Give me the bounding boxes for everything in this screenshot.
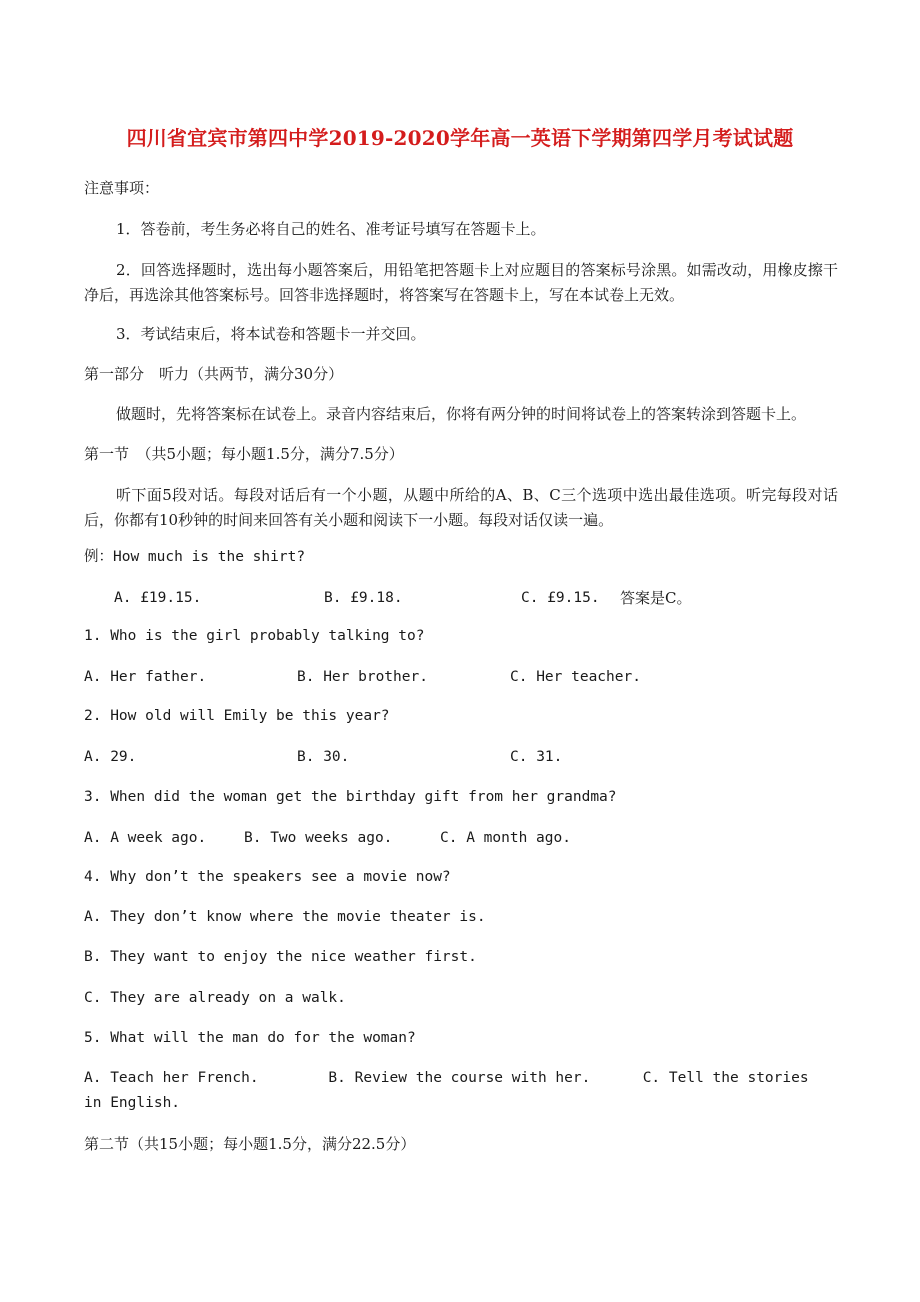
question-3-options: [84, 826, 844, 850]
question-2: 2. How old will Emily be this year?: [84, 708, 390, 724]
q3-option-a: A. A week ago.: [84, 830, 207, 846]
notice-item-2: 2．回答选择题时，选出每小题答案后，用铅笔把答题卡上对应题目的答案标号涂黑。如需改动，用橡皮擦干净后，再选涂其他答案标号。回答非选择题时，将答案写在答题卡上，写在本试卷上无效。: [84, 261, 838, 304]
q2-option-a: A. 29.: [84, 749, 137, 765]
example-answer: 答案是C。: [620, 589, 692, 607]
q3-option-c: C. A month ago.: [440, 830, 571, 846]
q1-option-a: A. Her father.: [84, 669, 207, 685]
part1-instruction: 做题时，先将答案标在试卷上。录音内容结束后，你将有两分钟的时间将试卷上的答案转涂到答题卡上。: [116, 405, 807, 423]
notice-heading: 注意事项：: [84, 179, 160, 197]
example-options: [84, 586, 844, 610]
exam-title: 四川省宜宾市第四中学2019-2020学年高一英语下学期第四学月考试试题: [126, 126, 794, 150]
question-1: 1. Who is the girl probably talking to?: [84, 628, 425, 644]
example-option-a: A. £19.15.: [114, 590, 202, 606]
example-option-b: B. £9.18.: [324, 590, 403, 606]
q5-options: A. Teach her French. B. Review the course with her. C. Tell the stories in English.: [84, 1070, 818, 1111]
q1-option-c: C. Her teacher.: [510, 669, 641, 685]
q3-option-b: B. Two weeks ago.: [244, 830, 393, 846]
question-1-options: [84, 665, 844, 689]
question-4: 4. Why don’t the speakers see a movie now?: [84, 869, 451, 885]
q2-option-b: B. 30.: [297, 749, 350, 765]
notice-item-1: 1．答卷前，考生务必将自己的姓名、准考证号填写在答题卡上。: [116, 220, 546, 238]
question-5: 5. What will the man do for the woman?: [84, 1030, 416, 1046]
q4-option-b: B. They want to enjoy the nice weather first.: [84, 949, 477, 965]
section1-instruction: 听下面5段对话。每段对话后有一个小题，从题中所给的A、B、C三个选项中选出最佳选项。听完每段对话后，你都有10秒钟的时间来回答有关小题和阅读下一小题。每段对话仅读一遍。: [84, 486, 838, 529]
example-option-c: C. £9.15.: [521, 590, 600, 606]
part1-heading: 第一部分 听力（共两节，满分30分）: [84, 365, 344, 383]
notice-item-3: 3．考试结束后，将本试卷和答题卡一并交回。: [116, 325, 426, 343]
question-2-options: [84, 745, 844, 769]
section1-heading: 第一节 （共5小题；每小题1.5分，满分7.5分）: [84, 445, 404, 463]
section2-heading: 第二节（共15小题；每小题1.5分，满分22.5分）: [84, 1135, 416, 1153]
q2-option-c: C. 31.: [510, 749, 563, 765]
q4-option-a: A. They don’t know where the movie theater is.: [84, 909, 486, 925]
example-question: 例：How much is the shirt?: [84, 549, 306, 565]
question-3: 3. When did the woman get the birthday gift from her grandma?: [84, 789, 617, 805]
q1-option-b: B. Her brother.: [297, 669, 428, 685]
q4-option-c: C. They are already on a walk.: [84, 990, 346, 1006]
